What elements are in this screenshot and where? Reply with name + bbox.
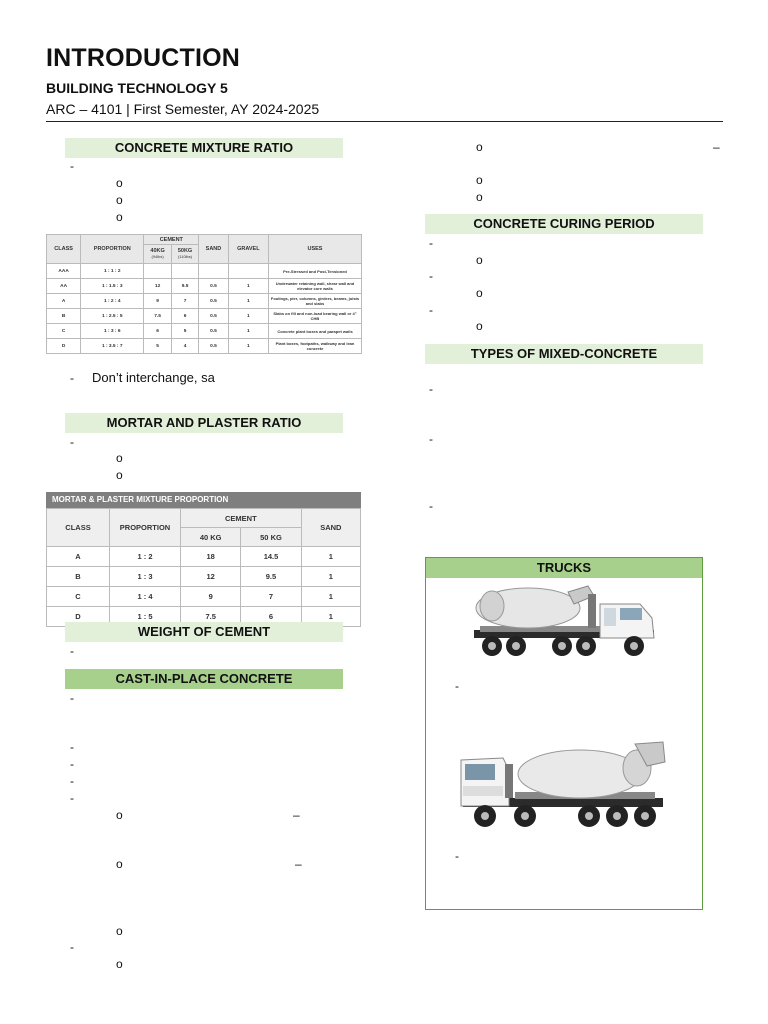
table-cell-c50: 14.5 [241,547,301,567]
bullet-circle: o [116,468,123,482]
table-cell-sand: 1 [301,547,360,567]
table-cell-cls: A [47,547,110,567]
table-cell-cls: C [47,587,110,607]
table-cell-uses: Slabs on fill and non-load bearing wall or 4" CHB [269,309,362,324]
table-row [47,309,362,324]
table-cell-gravel: 1 [228,324,268,339]
table-cell-c50: 4 [171,339,198,354]
table-row [47,324,362,339]
bullet-dash: - [70,435,74,449]
th-class: CLASS [47,235,81,264]
bullet-dash: - [70,774,74,788]
bullet-dash: - [70,740,74,754]
bullet-dash: - [70,371,74,385]
table-cell-prop: 1 : 2.5 : 5 [81,309,144,324]
table-cell-c50: 5 [171,324,198,339]
bullet-circle: o [476,253,483,267]
bullet-circle: o [476,140,483,154]
table-cell-uses: Concrete plant boxes and parapet walls [269,324,362,339]
bullet-dash: - [429,432,433,446]
bullet-dash: - [429,303,433,317]
table-cell-prop: 1 : 3 : 6 [81,324,144,339]
table-cell-c50: 7 [171,294,198,309]
th-sand: SAND [199,235,228,264]
bullet-circle: o [476,319,483,333]
th-cement-40: 40 KG [181,528,241,547]
section-trucks: TRUCKS [426,558,702,578]
bullet-dash: - [70,940,74,954]
table-cell-prop: 1 : 1.5 : 3 [81,279,144,294]
table-cell-c40: 7.5 [144,309,171,324]
th-class: CLASS [47,509,110,547]
bullet-dash: - [70,757,74,771]
note-interchange: Don’t interchange, sa [92,370,215,385]
th-proportion: PROPORTION [81,235,144,264]
table-cell-prop: 1 : 2 [110,547,181,567]
th-cement: CEMENT [181,509,302,528]
th-cement: CEMENT [144,235,199,245]
bullet-dash: - [429,269,433,283]
th-cement-40: 40KG (94lbs) [144,245,171,264]
table-row [47,587,361,607]
concrete-mixture-table [46,234,362,354]
table-cell-cls: AAA [47,264,81,279]
bullet-circle: o [116,957,123,971]
em-dash: – [713,140,720,154]
table-cell-sand: 0.5 [199,324,228,339]
table-cell-c50: 9.5 [241,567,301,587]
bullet-circle: o [476,190,483,204]
table-cell-c50: 9.5 [171,279,198,294]
bullet-circle: o [116,210,123,224]
bullet-dash: - [70,644,74,658]
table-cell-c50: 6 [171,309,198,324]
course-subtitle: BUILDING TECHNOLOGY 5 [46,80,228,96]
section-types-mixed-concrete: TYPES OF MIXED-CONCRETE [425,344,703,364]
table-cell-c40: 18 [181,547,241,567]
bullet-dash: - [455,849,459,863]
table-cell-gravel: 1 [228,309,268,324]
bullet-circle: o [116,451,123,465]
page-title: INTRODUCTION [46,44,241,72]
bullet-circle: o [476,286,483,300]
bullet-dash: - [455,679,459,693]
header-divider [46,121,723,122]
bullet-dash: - [429,382,433,396]
section-cast-in-place: CAST-IN-PLACE CONCRETE [65,669,343,689]
th-cement-50: 50KG (110lbs) [171,245,198,264]
table-cell-cls: B [47,309,81,324]
table-cell-c40: 6 [144,324,171,339]
section-concrete-mixture-ratio: CONCRETE MIXTURE RATIO [65,138,343,158]
table-row [47,264,362,279]
table-cell-c40 [144,264,171,279]
table-cell-sand: 1 [301,587,360,607]
table-cell-prop: 1 : 3.5 : 7 [81,339,144,354]
table-cell-c40: 12 [144,279,171,294]
table-cell-gravel: 1 [228,294,268,309]
table-cell-cls: D [47,607,110,627]
bullet-circle: o [116,193,123,207]
section-mortar-plaster-ratio: MORTAR AND PLASTER RATIO [65,413,343,433]
table-cell-gravel [228,264,268,279]
bullet-dash: - [70,159,74,173]
bullet-dash: - [429,499,433,513]
table-row [47,339,362,354]
table-cell-prop: 1 : 2 : 4 [81,294,144,309]
bullet-circle: o [116,924,123,938]
course-info: ARC – 4101 | First Semester, AY 2024-2025 [46,101,320,117]
table-cell-cls: D [47,339,81,354]
table-cell-prop: 1 : 4 [110,587,181,607]
table-cell-prop: 1 : 5 [110,607,181,627]
table-row [47,547,361,567]
table-cell-uses: Footings, pier, columns, girders, beams, joists and slabs [269,294,362,309]
table-cell-sand: 1 [301,567,360,587]
table-cell-sand: 0.5 [199,309,228,324]
table-cell-sand [199,264,228,279]
table-cell-c50: 7 [241,587,301,607]
table-cell-c40: 9 [181,587,241,607]
concrete-mixer-truck-icon [455,740,670,832]
table-cell-gravel: 1 [228,339,268,354]
section-curing-period: CONCRETE CURING PERIOD [425,214,703,234]
bullet-circle: o [476,173,483,187]
table-cell-c50 [171,264,198,279]
bullet-dash: - [70,791,74,805]
th-gravel: GRAVEL [228,235,268,264]
th-uses: USES [269,235,362,264]
table-row [47,294,362,309]
bullet-circle: o [116,808,123,822]
em-dash: – [295,857,302,871]
bullet-circle: o [116,857,123,871]
mortar-plaster-table [46,508,361,627]
th-proportion: PROPORTION [110,509,181,547]
table-cell-cls: AA [47,279,81,294]
table-cell-prop: 1 : 1 : 2 [81,264,144,279]
table-cell-c40: 12 [181,567,241,587]
table-cell-cls: A [47,294,81,309]
th-sand: SAND [301,509,360,547]
table-cell-uses: Pre-Stressed and Post-Tensioned [269,264,362,279]
table-cell-sand: 0.5 [199,339,228,354]
table-cell-c50: 6 [241,607,301,627]
concrete-mixer-truck-icon [470,582,660,662]
bullet-dash: - [429,236,433,250]
table-cell-sand: 0.5 [199,279,228,294]
section-weight-of-cement: WEIGHT OF CEMENT [65,622,343,642]
table-cell-uses: Underwater retaining wall, shear wall and elevator core walls [269,279,362,294]
bullet-circle: o [116,176,123,190]
table-cell-c40: 7.5 [181,607,241,627]
bullet-dash: - [70,691,74,705]
table-cell-c40: 9 [144,294,171,309]
table-cell-cls: C [47,324,81,339]
table-cell-gravel: 1 [228,279,268,294]
table-cell-sand: 0.5 [199,294,228,309]
table-row [47,279,362,294]
table-cell-uses: Plant boxes, footpaths, walkway and lean concrete [269,339,362,354]
table-row [47,567,361,587]
mortar-table-title: MORTAR & PLASTER MIXTURE PROPORTION [46,492,361,508]
table-cell-c40: 5 [144,339,171,354]
em-dash: – [293,808,300,822]
table-cell-cls: B [47,567,110,587]
table-cell-prop: 1 : 3 [110,567,181,587]
th-cement-50: 50 KG [241,528,301,547]
table-cell-sand: 1 [301,607,360,627]
